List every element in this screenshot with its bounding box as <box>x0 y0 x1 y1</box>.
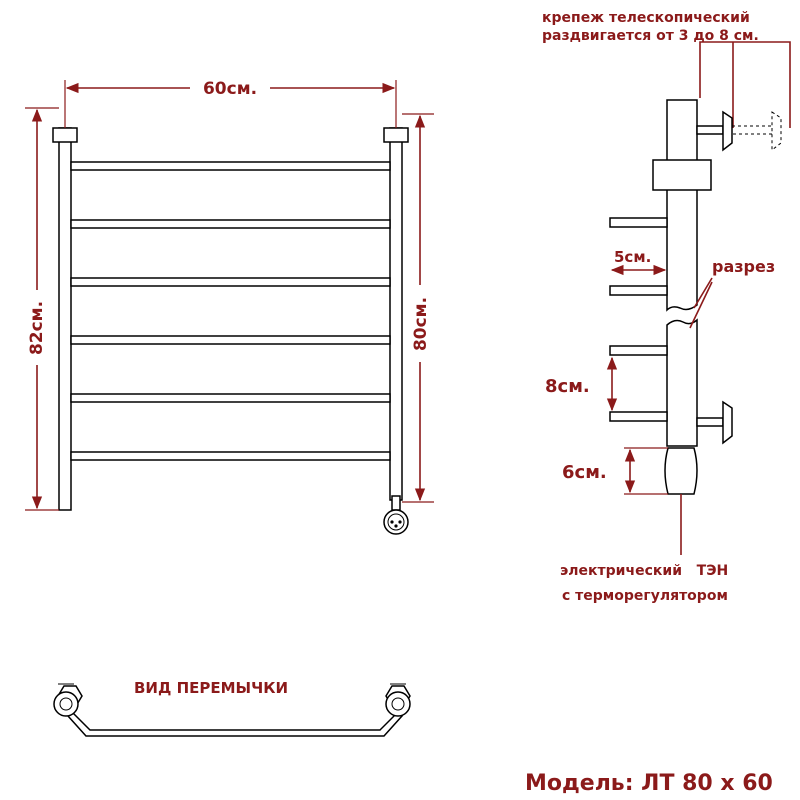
offset-5-label: 5см. <box>614 248 652 266</box>
rung-6 <box>71 452 390 460</box>
front-view <box>25 79 434 534</box>
upper-collector <box>667 100 697 310</box>
upper-rung-2 <box>610 286 667 295</box>
lower-rung-1 <box>610 346 667 355</box>
lower-rung-2 <box>610 412 667 421</box>
lower-collector <box>667 320 697 446</box>
height-82-label: 82см. <box>27 300 47 356</box>
model-label: Модель: ЛТ 80 х 60 <box>525 771 773 796</box>
height-80-label: 80см. <box>411 296 431 352</box>
rung-3 <box>71 278 390 286</box>
mount-label-line1: крепеж телескопический <box>542 10 750 26</box>
left-top-cap <box>53 128 77 142</box>
offset-6-label: 6см. <box>562 462 607 483</box>
mount-label-line2: раздвигается от 3 до 8 см. <box>542 28 759 44</box>
right-upright <box>390 128 402 500</box>
side-view <box>542 10 790 604</box>
top-wall-bracket <box>723 112 732 150</box>
bridge-view <box>54 679 410 736</box>
heater-label-line1: электрический ТЭН <box>560 563 729 579</box>
rung-4 <box>71 336 390 344</box>
bottom-wall-bracket <box>723 402 732 443</box>
left-upright <box>59 128 71 510</box>
heater-label-line2: с терморегулятором <box>562 588 728 604</box>
bridge-bar <box>68 712 402 736</box>
rung-2 <box>71 220 390 228</box>
bridge-left-fitting <box>54 684 82 716</box>
right-top-cap <box>384 128 408 142</box>
width-60-label: 60см. <box>202 79 258 99</box>
rungs <box>71 162 390 460</box>
rung-1 <box>71 162 390 170</box>
offset-8-label: 8см. <box>545 376 590 397</box>
rung-5 <box>71 394 390 402</box>
section-label: разрез <box>712 257 776 276</box>
clamp-block <box>653 160 711 190</box>
bridge-right-fitting <box>386 684 410 716</box>
upper-rung-1 <box>610 218 667 227</box>
bridge-view-label: ВИД ПЕРЕМЫЧКИ <box>134 679 289 697</box>
heater-body <box>665 448 697 494</box>
